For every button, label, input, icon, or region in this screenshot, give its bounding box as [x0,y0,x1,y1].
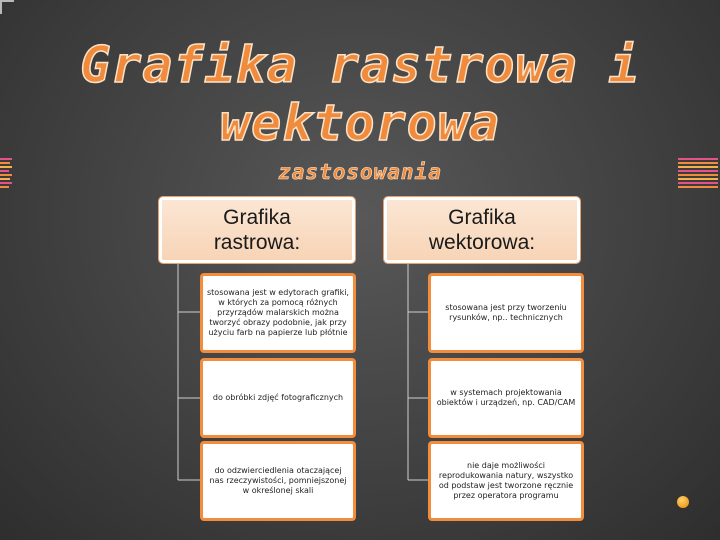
right-header-label: Grafika wektorowa: [428,206,536,254]
left-node-2-text: do obróbki zdjęć fotograficznych [212,393,344,402]
right-node-1 [428,273,584,353]
right-node-2-text: w systemach projektowania obiektów i urządzeń, np. CAD/CAM [436,388,576,407]
right-node-1-text: stosowana jest przy tworzeniu rysunków, np.. technicznych [445,303,567,322]
left-node-3-text: do odzwierciedlenia otaczającej nas rzeczywistości, pomniejszonej w określonej skali [209,466,347,495]
left-header-box [159,197,355,263]
left-node-2 [200,358,356,438]
left-node-1 [200,273,356,353]
left-node-1-text: stosowana jest w edytorach grafiki, w których za pomocą różnych przyrządów malarskich można tworzyć obrazy podobnie, jak przy użyciu farb na papierze lub płótnie [207,288,349,337]
slide-title-line1: Grafika rastrowa i [80,36,640,94]
slide-title-line2: wektorowa [220,94,500,152]
right-node-3 [428,441,584,521]
right-node-2 [428,358,584,438]
right-node-3-text: nie daje możliwości reprodukowania natury, wszystko od podstaw jest tworzone ręcznie przez operatora programu [438,461,574,500]
left-node-3 [200,441,356,521]
slide-subtitle: zastosowania [278,160,442,184]
bullet-dot-decoration [677,496,689,508]
left-header-label: Grafika rastrowa: [213,206,301,254]
right-header-box [384,197,580,263]
